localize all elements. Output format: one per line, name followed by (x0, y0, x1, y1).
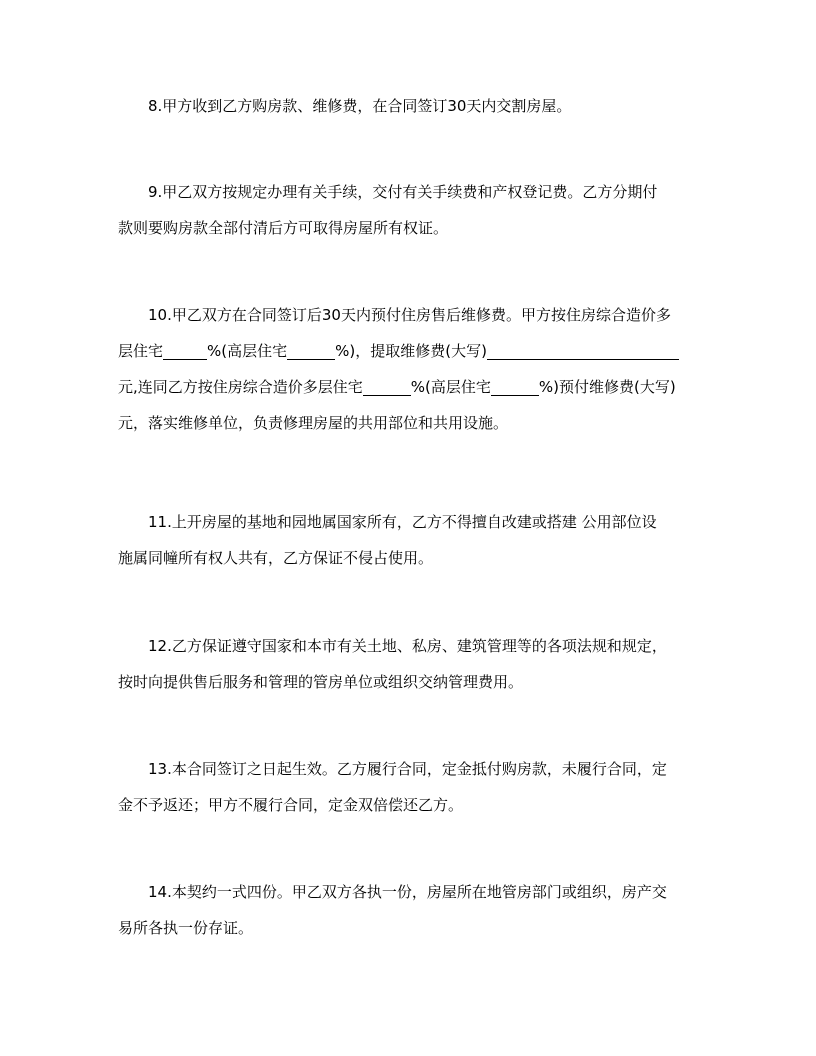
clause-14-line-2: 易所各执一份存证。 (118, 919, 254, 937)
buyer-multi-storey-percent-blank[interactable] (363, 375, 411, 396)
clause-11-line-1: 11.上开房屋的基地和园地属国家所有，乙方不得擅自改建或搭建 公用部位设 (148, 513, 657, 531)
clause-10-line-2-text-a: 层住宅 (118, 342, 164, 360)
clause-10-line-1: 10.甲乙双方在合同签订后30天内预付住房售后维修费。甲方按住房综合造价多 (148, 306, 671, 324)
clause-9-line-2: 款则要购房款全部付清后方可取得房屋所有权证。 (118, 219, 449, 237)
clause-9-line-1: 9.甲乙双方按规定办理有关手续，交付有关手续费和产权登记费。乙方分期付 (148, 183, 658, 201)
clause-11 (118, 504, 698, 576)
clause-12 (118, 628, 698, 700)
clause-10 (118, 297, 698, 441)
clause-10-line-2-text-c: %)，提取维修费(大写) (335, 342, 487, 360)
clause-10-line-3-text-a: 元,连同乙方按住房综合造价多层住宅 (118, 378, 363, 396)
clause-11-line-2: 施属同幢所有权人共有，乙方保证不侵占使用。 (118, 549, 434, 567)
clause-10-line-3-text-b: %(高层住宅 (410, 378, 491, 396)
clause-8 (118, 88, 698, 124)
multi-storey-percent-blank[interactable] (163, 339, 207, 360)
clause-13-line-2: 金不予返还；甲方不履行合同，定金双倍偿还乙方。 (118, 796, 464, 814)
clause-12-line-1: 12.乙方保证遵守国家和本市有关土地、私房、建筑管理等的各项法规和规定， (148, 637, 667, 655)
clause-14-line-1: 14.本契约一式四份。甲乙双方各执一份，房屋所在地管房部门或组织，房产交 (148, 883, 667, 901)
clause-10-line-2 (118, 333, 698, 369)
clause-10-line-3 (118, 369, 698, 405)
clause-13-line-1: 13.本合同签订之日起生效。乙方履行合同，定金抵付购房款，未履行合同，定 (148, 760, 667, 778)
clause-10-line-4: 元，落实维修单位，负责修理房屋的共用部位和共用设施。 (118, 414, 509, 432)
clause-8-line-1: 8.甲方收到乙方购房款、维修费，在合同签订30天内交割房屋。 (148, 97, 572, 115)
clause-9 (118, 174, 698, 246)
clause-10-line-3-text-c: %)预付维修费(大写) (538, 378, 676, 396)
clause-14 (118, 874, 698, 946)
high-rise-percent-blank[interactable] (287, 339, 335, 360)
clause-10-line-2-text-b: %(高层住宅 (207, 342, 288, 360)
maintenance-fee-amount-blank[interactable] (487, 339, 679, 360)
buyer-high-rise-percent-blank[interactable] (491, 375, 539, 396)
clause-13 (118, 751, 698, 823)
clause-12-line-2: 按时向提供售后服务和管理的管房单位或组织交纳管理费用。 (118, 673, 524, 691)
